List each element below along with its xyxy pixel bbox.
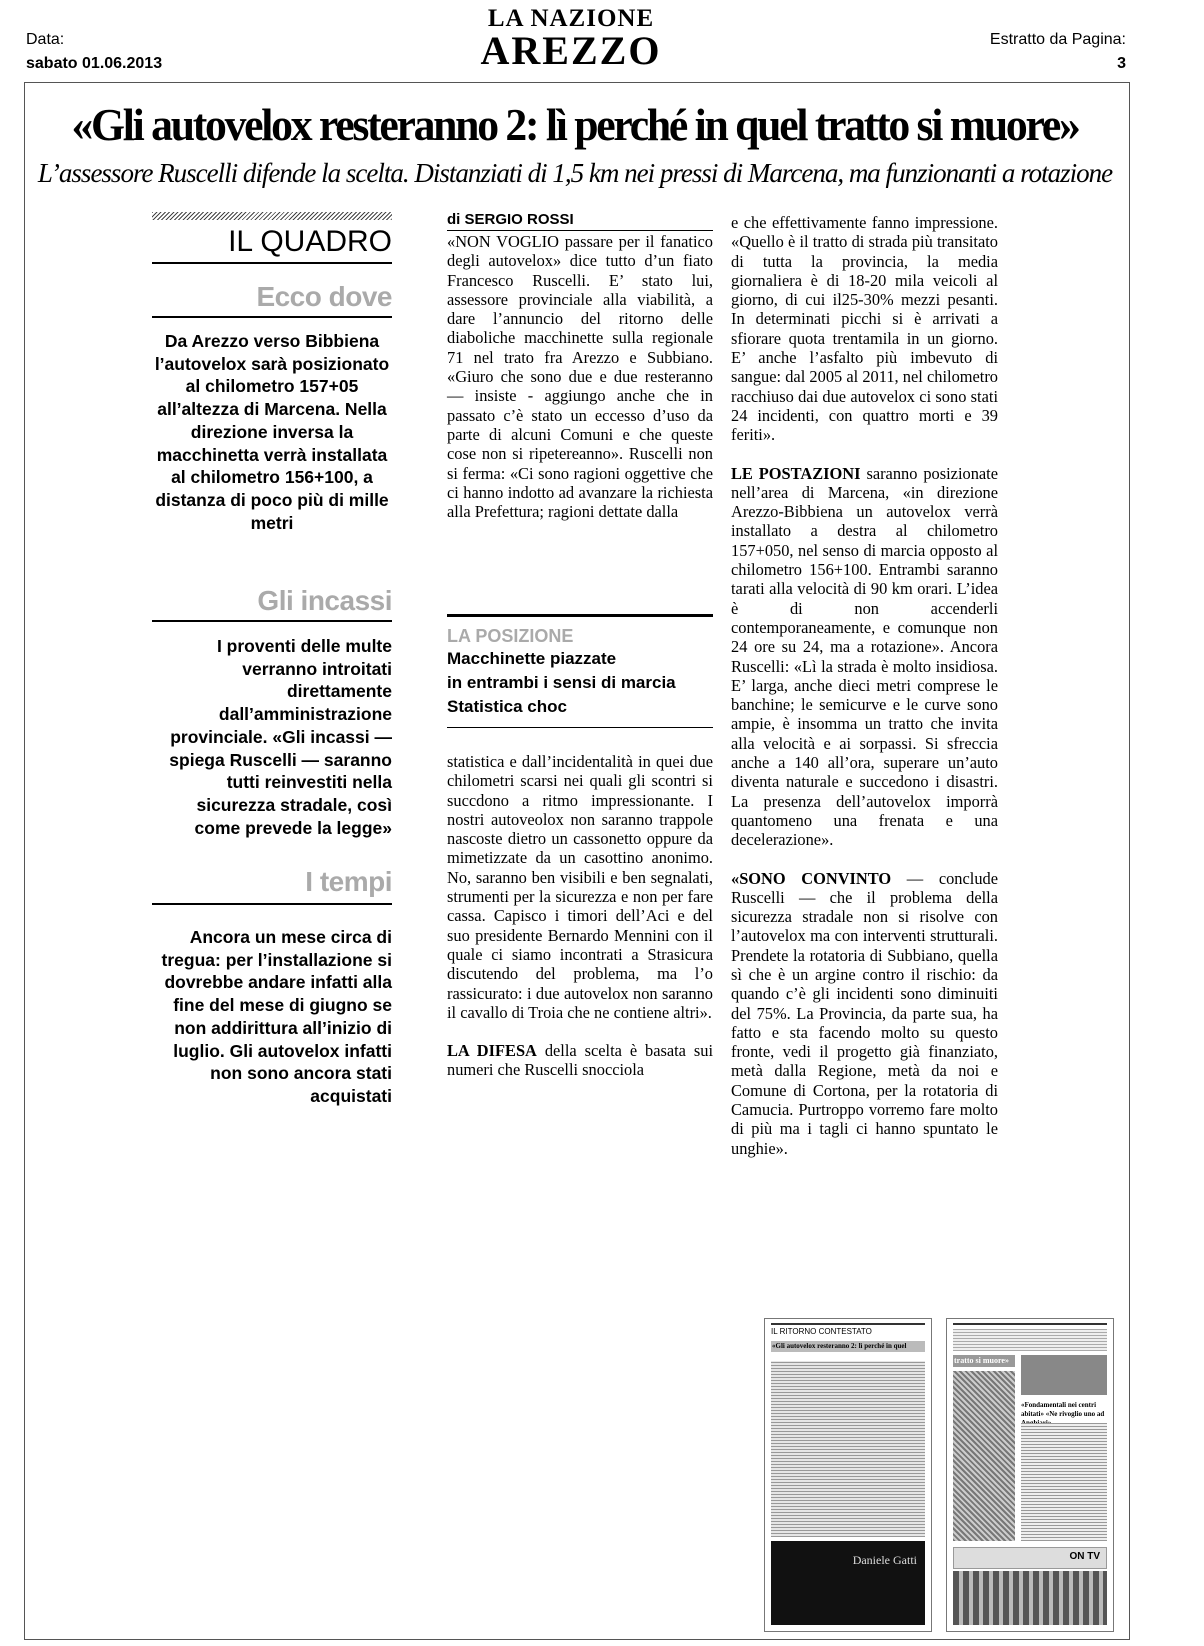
- sidebar-rule: [152, 262, 392, 264]
- sidebar-heading-i-tempi: I tempi: [305, 866, 392, 897]
- page-number: 3: [1117, 55, 1126, 72]
- page-thumbnail-left: [764, 1318, 932, 1632]
- thumbnail-headline: «Gli autovelox resteranno 2: lì perché in quel: [771, 1341, 925, 1352]
- paragraph-lead: LE POSTAZIONI: [731, 463, 861, 483]
- sidebar-hatch: [152, 212, 392, 220]
- page-block: [990, 28, 1126, 76]
- sidebar-rule: [152, 620, 392, 622]
- sidebar-heading-ecco-dove: Ecco dove: [256, 281, 392, 312]
- article-paragraph: e che effettivamente fanno impressione. «Quello è il tratto di strada più transitato di tutta la provincia, la media giornaliera è di 18-20 mila veicoli al giorno, di cui il25-30% mezzi pesanti. In determinati picchi si è arrivati a sfiorare quota trentamila in un giorno. E’ anche l’asfalto più imbevuto di sangue: dal 2005 al 2011, nel chilometro racchiuso dai due autovelox ci sono stati 24 incidenti, con quattro morti e 39 feriti».: [731, 213, 998, 445]
- paragraph-lead: LA DIFESA: [447, 1041, 537, 1061]
- article-column-1-continued: [447, 752, 713, 1080]
- subheadline: L’assessore Ruscelli difende la scelta. Distanziati di 1,5 km nei pressi di Marcena, ma funzionanti a rotazione: [37, 158, 1113, 188]
- thumbnail-subheadline: «Fondamentali nei centri abitati» «Ne rivoglio uno ad: [1021, 1401, 1105, 1418]
- callout-box: [447, 614, 713, 728]
- thumbnail-ad-text: Daniele Gatti: [852, 1553, 917, 1567]
- callout-title-line: Statistica choc: [447, 697, 567, 716]
- sidebar-rule: [152, 316, 392, 318]
- paragraph-text: saranno posizionate nell’area di Marcena, «in direzione Arezzo-Bibbiena un autovelox verrà installato a destra al chilometro 157+050, nel senso di marcia opposto al chilometro 156+100. Entrambi saranno tarati alla velocità di 90 km orari. L’idea è di non accenderli contemporaneamente, e comunque non 24 ore su 24, ma a rotazione». Ancora Ruscelli: «Lì la strada è molto insidiosa. E’ larga, anche dieci metri comprese le banchine; le semicurve e le curve sono ampie, è insomma un tratto che invita alla velocità e ai sorpassi. Si sfreccia anche a 140 all’ora, superare un’auto diventa naturale e succedono i disastri. La presenza dell’autovelox imporrà quantomeno una frenata e una decelerazione».: [731, 463, 998, 850]
- article-column-2: [731, 213, 998, 1158]
- paragraph-text: della scelta è basata sui numeri che Ruscelli snocciola: [447, 1041, 714, 1080]
- date-label: Data:: [26, 31, 65, 48]
- article-paragraph: [447, 1041, 713, 1080]
- callout-title-line: in entrambi i sensi di marcia: [447, 673, 676, 692]
- thumbnail-ad: [953, 1547, 1107, 1569]
- article-paragraph: «NON VOGLIO passare per il fanatico degli autovelox» dice tutto d’un fiato Francesco Ruscelli. E’ stato lui, assessore provinciale alla viabilità, a dare l’annuncio del ritorno delle diaboliche macchinette sulla regionale 71 nel trato fra Arezzo e Subbiano. «Giuro che sono due e due resteranno — insiste - aggiungo anche che in passato c’è stato un eccesso d’uso da parte di alcuni Comuni e che queste cose non si ripetereanno». Ruscelli non si ferma: «Ci sono ragioni oggettive che ci hanno indotto ad avanzare la richiesta alla Prefettura; ragioni dettate dalla: [447, 232, 713, 522]
- sidebar-text-i-tempi: Ancora un mese circa di tregua: per l’installazione si dovrebbe andare infatti alla fine del mese di giugno se non addirittura all’inizio di luglio. Gli autovelox infatti non sono ancora stati acquistati: [161, 927, 392, 1106]
- page-thumbnail-right: [946, 1318, 1114, 1632]
- thumbnail-ad: [771, 1541, 925, 1625]
- article-paragraph: statistica e dall’incidentalità in quei due chilometri scarsi nei quali gli scontri si succdono a ritmo impressionante. I nostri autoveolox non saranno trappole nascoste dietro un cassonetto oppure da mimetizzate da un casottino anonimo. No, saranno ben visibili e ben segnalati, strumenti per la sicurezza e non per fare cassa. Capisco i timori dell’Aci e del suo presidente Bernardo Mennini con il quale ci siamo incontrati a Strasicura discutendo del problema, ma l’o rassicurato: i due autovelox non saranno il cavallo di Troia che ne contiene altri».: [447, 752, 713, 1022]
- thumbnail-headline: tratto si muore»: [953, 1355, 1015, 1367]
- byline: di SERGIO ROSSI: [447, 211, 713, 231]
- thumbnail-photo: [953, 1371, 1015, 1541]
- masthead-top: LA NAZIONE: [487, 5, 655, 32]
- thumbnail-kicker: IL RITORNO CONTESTATO: [771, 1327, 872, 1336]
- masthead: [0, 5, 1142, 73]
- headline: «Gli autovelox resteranno 2: lì perché in quel tratto si muore»: [71, 99, 1079, 150]
- sidebar-title: IL QUADRO: [228, 225, 392, 258]
- thumbnail-text-block: [771, 1361, 925, 1537]
- article-paragraph: [731, 464, 998, 850]
- date-value: sabato 01.06.2013: [26, 55, 163, 72]
- sidebar-heading-gli-incassi: Gli incassi: [257, 585, 392, 616]
- extract-label: Estratto da Pagina:: [989, 31, 1126, 48]
- sidebar-rule: [152, 903, 392, 905]
- callout-kicker: LA POSIZIONE: [447, 626, 574, 646]
- article-paragraph: [731, 869, 998, 1158]
- sidebar-text-gli-incassi: I proventi delle multe verranno introitati direttamente dall’amministrazione provinciale. «Gli incassi — spiega Ruscelli — saranno tutti reinvestiti nella sicurezza stradale, così come prevede la legge»: [169, 636, 392, 838]
- paragraph-text: — conclude Ruscelli — che il problema della sicurezza stradale non si risolve con l’autovelox ma con interventi strutturali. Prendete la rotatoria di Subbiano, quella sì che è un argine contro il rischio: da quando c’è gli incidenti sono diminuiti del 75%. La Provincia, da parte sua, ha fatto e sta facendo molto su questo fronte, vedi il progetto già finanziato, metà dalla Regione, metà da noi e Comune di Cortona, per la rotatoria di Camucia. Purtroppo vorremo fare molto di più ma i tagli ci hanno spuntato le unghie».: [731, 868, 998, 1158]
- paragraph-lead: «SONO CONVINTO: [731, 868, 892, 888]
- sidebar-text-ecco-dove: Da Arezzo verso Bibbiena l’autovelox sarà posizionato al chilometro 157+05 all’altezza di Marcena. Nella direzione inversa la macchinetta verrà installata al chilometro 156+100, a distanza di poco più di mille metri: [154, 331, 390, 533]
- thumbnail-ad-text: ON TV: [1069, 1551, 1100, 1562]
- article-column-1: [447, 232, 713, 521]
- callout-title-line: Macchinette piazzate: [447, 649, 617, 668]
- masthead-main: AREZZO: [480, 28, 662, 73]
- thumbnail-portraits: [1021, 1355, 1107, 1395]
